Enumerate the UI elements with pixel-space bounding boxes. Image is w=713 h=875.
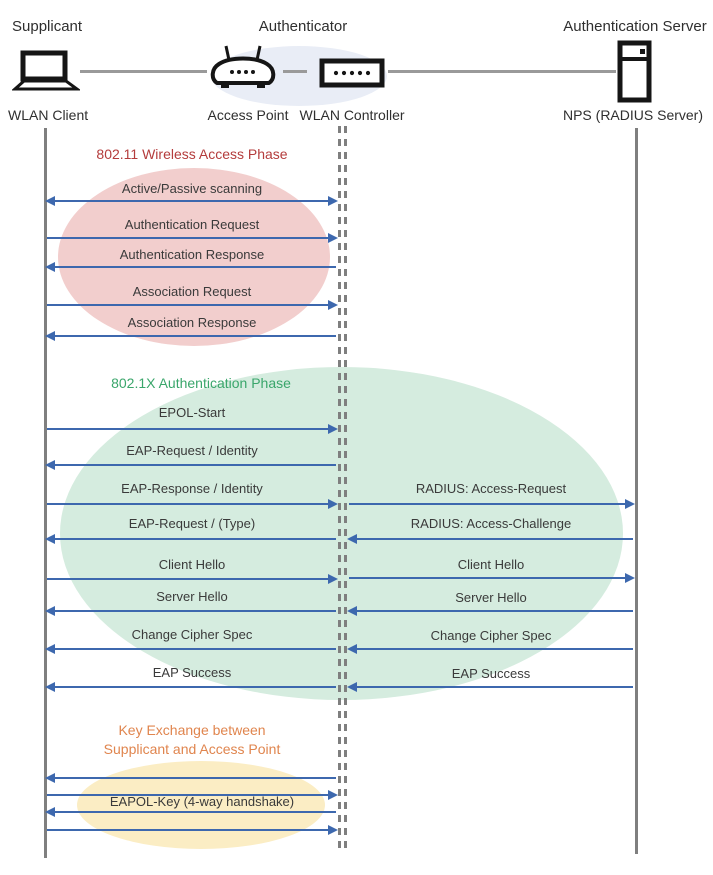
message-arrow bbox=[47, 648, 336, 650]
message-label: Change Cipher Spec bbox=[430, 628, 552, 643]
phase1-title: 802.11 Wireless Access Phase bbox=[96, 146, 288, 162]
message-label: Server Hello bbox=[156, 589, 228, 604]
message-arrow bbox=[349, 610, 633, 612]
message-arrow bbox=[47, 335, 336, 337]
message-label: Server Hello bbox=[455, 590, 527, 605]
message-arrow bbox=[47, 686, 336, 688]
message-label: RADIUS: Access-Challenge bbox=[410, 516, 572, 531]
message-label: EAP-Request / Identity bbox=[126, 443, 258, 458]
phase2-title: 802.1X Authentication Phase bbox=[111, 375, 291, 391]
message-arrow bbox=[349, 686, 633, 688]
role-authentication-server: Authentication Server bbox=[563, 18, 707, 35]
message-label: Active/Passive scanning bbox=[121, 181, 263, 196]
message-label: EPOL-Start bbox=[158, 405, 226, 420]
device-access-point: Access Point bbox=[207, 107, 289, 123]
message-label: EAP Success bbox=[152, 665, 232, 680]
phase3-title-line1: Key Exchange between bbox=[118, 722, 266, 738]
message-arrow bbox=[47, 610, 336, 612]
message-label: EAP-Request / (Type) bbox=[128, 516, 256, 531]
message-arrow bbox=[47, 578, 336, 580]
message-arrow bbox=[47, 304, 336, 306]
message-arrow bbox=[349, 503, 633, 505]
message-arrow bbox=[47, 538, 336, 540]
message-arrow bbox=[349, 538, 633, 540]
message-arrow bbox=[47, 237, 336, 239]
device-wlan-controller: WLAN Controller bbox=[299, 107, 405, 123]
message-label: EAPOL-Key (4-way handshake) bbox=[109, 794, 295, 809]
message-label: EAP Success bbox=[451, 666, 531, 681]
message-arrow bbox=[47, 503, 336, 505]
message-arrow bbox=[47, 777, 336, 779]
message-label: RADIUS: Access-Request bbox=[415, 481, 567, 496]
role-authenticator: Authenticator bbox=[258, 18, 348, 35]
message-label: EAP-Response / Identity bbox=[121, 481, 263, 496]
device-wlan-client: WLAN Client bbox=[8, 107, 89, 123]
message-label: Association Response bbox=[127, 315, 257, 330]
message-label: Association Request bbox=[132, 284, 252, 299]
message-label: Authentication Request bbox=[124, 217, 260, 232]
message-arrow bbox=[349, 648, 633, 650]
message-arrow bbox=[47, 200, 336, 202]
message-label: Authentication Response bbox=[119, 247, 265, 262]
message-arrow bbox=[47, 829, 336, 831]
message-arrow bbox=[47, 428, 336, 430]
phase3-title-line2: Supplicant and Access Point bbox=[103, 741, 281, 757]
message-label: Client Hello bbox=[158, 557, 226, 572]
message-arrow bbox=[47, 464, 336, 466]
message-label: Client Hello bbox=[457, 557, 525, 572]
message-label: Change Cipher Spec bbox=[131, 627, 253, 642]
device-nps-radius-server: NPS (RADIUS Server) bbox=[562, 107, 704, 123]
role-supplicant: Supplicant bbox=[12, 18, 83, 35]
message-arrow bbox=[47, 811, 336, 813]
message-arrow bbox=[47, 266, 336, 268]
message-arrow bbox=[349, 577, 633, 579]
